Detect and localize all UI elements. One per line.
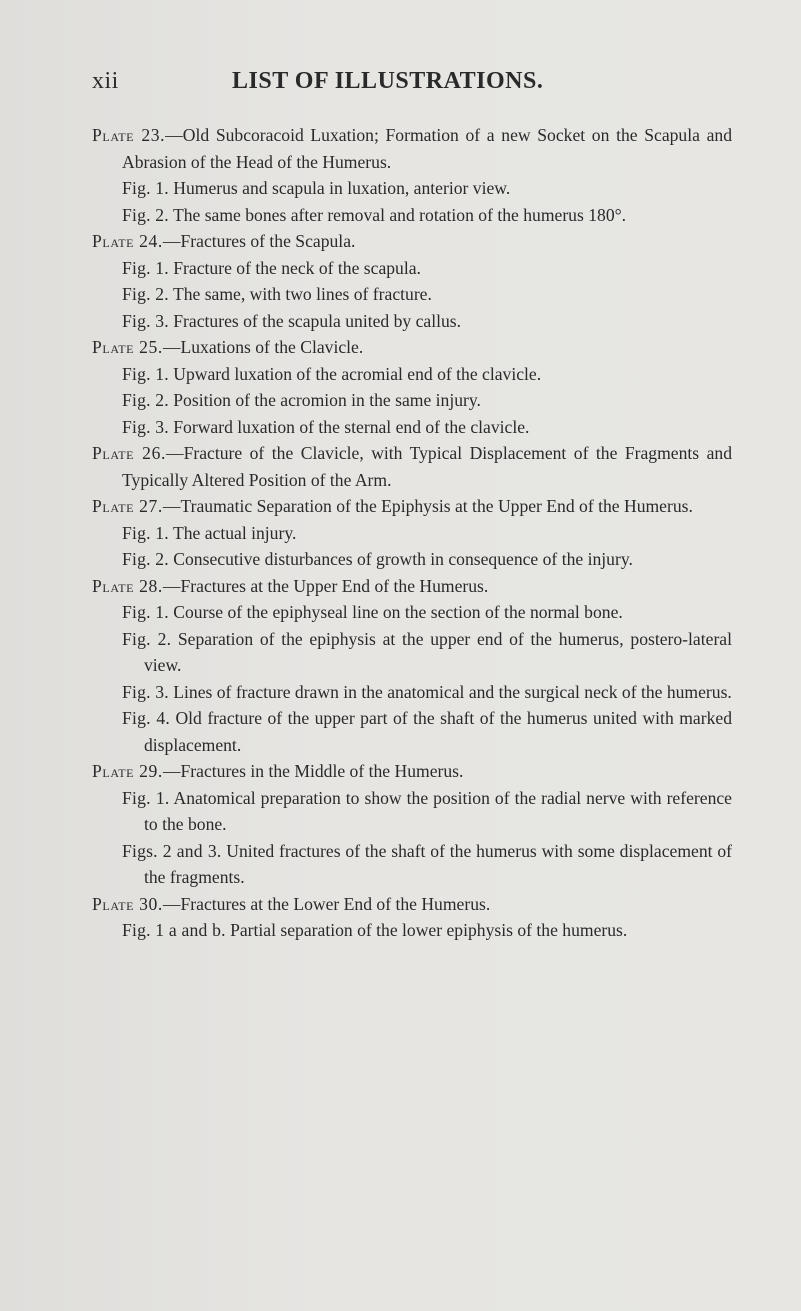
figure-entry: [92, 255, 732, 282]
figure-entry: [92, 387, 732, 414]
plate-label: Plate 30.: [92, 893, 163, 914]
figure-caption: United fractures of the shaft of the humerus with some displacement of the fragments.: [144, 840, 733, 887]
figure-label: Fig. 2.: [122, 284, 169, 304]
figure-caption: Partial separation of the lower epiphysis of the humerus.: [225, 920, 628, 940]
plate-entry: [92, 758, 732, 785]
figure-label: Fig. 1.: [122, 522, 169, 543]
plate-title: —Fractures in the Middle of the Humerus.: [162, 761, 464, 781]
plate-entry: [92, 493, 732, 520]
plate-entry: [92, 891, 732, 918]
figure-label: Fig. 1.: [122, 787, 170, 808]
figure-entry: [92, 414, 732, 441]
figure-label: Fig. 4.: [122, 708, 170, 728]
plate-entry: [92, 334, 732, 361]
figure-caption: Position of the acromion in the same injury.: [168, 390, 481, 410]
plate-entry: [92, 573, 732, 600]
figure-label: Fig. 1.: [122, 363, 169, 384]
figure-entry: [92, 546, 732, 573]
figure-entry: [92, 785, 732, 838]
plate-title: —Fracture of the Clavicle, with Typical Displacement of the Fragments and Typically Altered Position of the Arm.: [122, 443, 732, 490]
plate-entry: [92, 228, 732, 255]
figure-caption: Fracture of the neck of the scapula.: [168, 257, 421, 278]
figure-caption: Fractures of the scapula united by callus.: [168, 310, 462, 331]
figure-entry: [92, 838, 732, 891]
plate-entry: [92, 122, 732, 175]
figure-entry: [92, 705, 732, 758]
figure-entry: [92, 520, 732, 547]
figure-entry: [92, 917, 732, 944]
figure-label: Fig. 2.: [122, 390, 169, 410]
figure-caption: Lines of fracture drawn in the anatomical and the surgical neck of the humerus.: [168, 681, 732, 702]
plate-title: —Fractures at the Lower End of the Humerus.: [162, 893, 491, 914]
figure-label: Fig. 1.: [122, 257, 169, 278]
figure-caption: Upward luxation of the acromial end of the clavicle.: [168, 363, 542, 384]
plate-label: Plate 26.: [92, 443, 166, 463]
plate-title: —Old Subcoracoid Luxation; Formation of a new Socket on the Scapula and Abrasion of the Head of the Humerus.: [122, 125, 732, 172]
figure-label: Fig. 2.: [122, 628, 172, 649]
figure-caption: Consecutive disturbances of growth in consequence of the injury.: [168, 549, 633, 569]
figure-label: Fig. 1.: [122, 178, 169, 198]
figure-caption: Anatomical preparation to show the position of the radial nerve with reference to the bone.: [144, 787, 732, 834]
figure-entry: [92, 308, 732, 335]
figure-entry: [92, 361, 732, 388]
plate-title: —Luxations of the Clavicle.: [162, 337, 364, 357]
figure-label: Fig. 2.: [122, 549, 169, 569]
figure-label: Fig. 3.: [122, 416, 169, 437]
illustrations-list: [92, 122, 732, 944]
figure-caption: The actual injury.: [168, 522, 297, 543]
figure-caption: Forward luxation of the sternal end of the clavicle.: [168, 416, 530, 437]
figure-label: Fig. 1 a and b.: [122, 920, 226, 940]
figure-entry: [92, 679, 732, 706]
plate-label: Plate 25.: [92, 337, 163, 357]
page-header: [92, 68, 732, 108]
figure-caption: The same bones after removal and rotation of the humerus 180°.: [168, 204, 627, 225]
figure-caption: The same, with two lines of fracture.: [168, 284, 432, 304]
figure-entry: [92, 599, 732, 626]
plate-title: —Fractures of the Scapula.: [162, 231, 356, 251]
plate-title: —Traumatic Separation of the Epiphysis at the Upper End of the Humerus.: [162, 496, 693, 516]
plate-label: Plate 23.: [92, 125, 166, 145]
figure-caption: Course of the epiphyseal line on the section of the normal bone.: [168, 602, 623, 622]
page-number: xii: [92, 68, 119, 94]
plate-label: Plate 29.: [92, 761, 163, 781]
plate-label: Plate 27.: [92, 496, 163, 516]
running-title: LIST OF ILLUSTRATIONS.: [232, 68, 544, 94]
figure-label: Fig. 2.: [122, 204, 169, 225]
figure-caption: Old fracture of the upper part of the shaft of the humerus united with marked displacement.: [144, 708, 732, 755]
figure-label: Fig. 1.: [122, 602, 169, 622]
figure-label: Fig. 3.: [122, 681, 169, 702]
figure-entry: [92, 202, 732, 229]
figure-caption: Humerus and scapula in luxation, anterior view.: [168, 178, 511, 198]
figure-label: Fig. 3.: [122, 310, 169, 331]
plate-label: Plate 28.: [92, 575, 163, 596]
plate-title: —Fractures at the Upper End of the Humerus.: [162, 575, 489, 596]
figure-label: Figs. 2 and 3.: [122, 840, 222, 861]
plate-label: Plate 24.: [92, 231, 163, 251]
figure-caption: Separation of the epiphysis at the upper end of the humerus, postero-lateral view.: [144, 628, 732, 675]
figure-entry: [92, 175, 732, 202]
figure-entry: [92, 626, 732, 679]
plate-entry: [92, 440, 732, 493]
figure-entry: [92, 281, 732, 308]
